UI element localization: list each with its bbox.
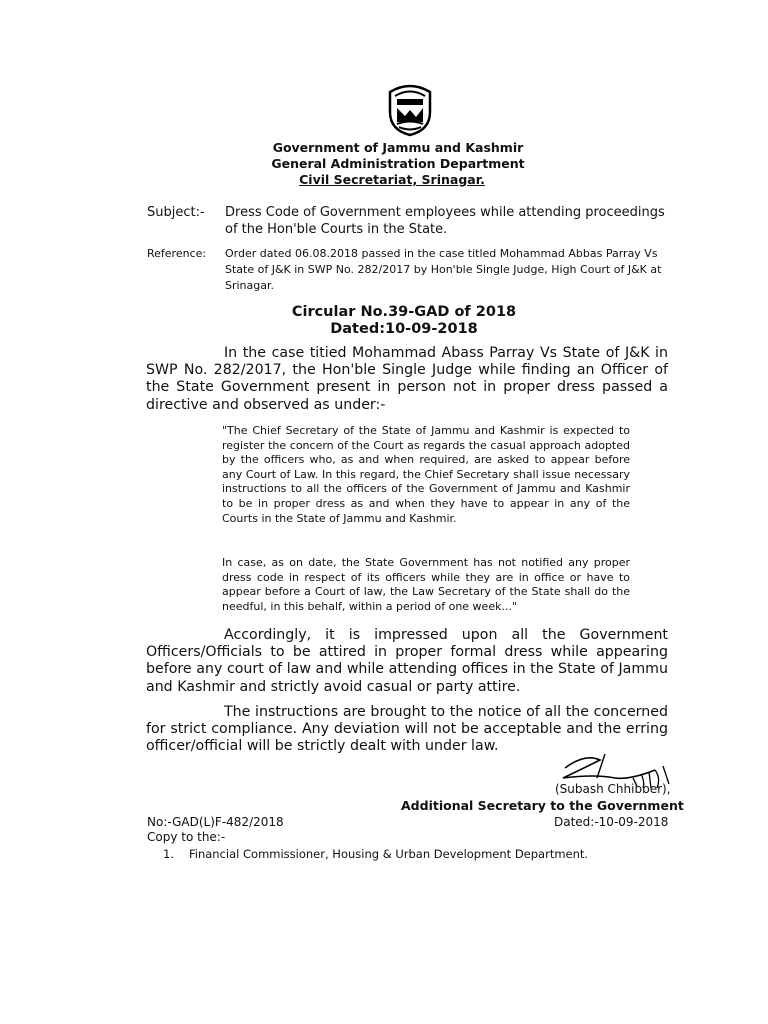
- copy-to-label: Copy to the:-: [147, 830, 226, 844]
- signatory-name: (Subash Chhibber),: [555, 782, 671, 796]
- reference-label: Reference:: [147, 247, 207, 260]
- body-paragraph-1: In the case titied Mohammad Abass Parray Vs State of J&K in SWP No. 282/2017, the Hon'ble Single Judge while finding an Officer of the State Government present in person not in proper dress passed a directive and observed as under:-: [146, 345, 668, 413]
- body-paragraph-2: Accordingly, it is impressed upon all the Government Officers/Officials to be attired in proper formal dress while appearing before any court of law and while attending offices in the State of Jammu and Kashmir and strictly avoid casual or party attire.: [146, 627, 668, 695]
- subject-label: Subject:-: [147, 205, 205, 220]
- list-item: Financial Commissioner, Housing & Urban Development Department.: [189, 847, 589, 861]
- header-government: Government of Jammu and Kashmir: [272, 140, 524, 155]
- list-item-number: 1.: [163, 847, 174, 861]
- signatory-designation: Additional Secretary to the Government: [401, 798, 684, 813]
- header-location: Civil Secretariat, Srinagar.: [299, 172, 485, 187]
- quote-paragraph-1: "The Chief Secretary of the State of Jammu and Kashmir is expected to register the concern of the Court as regards the casual approach adopted by the officers who, as and when required, are asked to appear before any Court of Law. In this regard, the Chief Secretary shall issue necessary instructions to all the officers of the Government of Jammu and Kashmir to be in proper dress as and when they have to appear in any of the Courts in the State of Jammu and Kashmir.: [222, 424, 630, 525]
- circular-date: Dated:10-09-2018: [330, 321, 478, 337]
- reference-text: Order dated 06.08.2018 passed in the case titled Mohammad Abbas Parray Vs State of J&K in SWP No. 282/2017 by Hon'ble Single Judge, High Court of J&K at Srinagar.: [225, 247, 662, 292]
- circular-number: Circular No.39-GAD of 2018: [291, 304, 517, 320]
- header-department: General Administration Department: [271, 156, 525, 171]
- footer-date: Dated:-10-09-2018: [554, 815, 669, 829]
- body-paragraph-3: The instructions are brought to the notice of all the concerned for strict compliance. Any deviation will not be acceptable and the erring officer/official will be strictly dealt with under law.: [146, 704, 668, 755]
- quote-paragraph-2: In case, as on date, the State Government has not notified any proper dress code in respect of its officers while they are in office or have to appear before a Court of law, the Law Secretary of the State shall do the needful, in this behalf, within a period of one week...": [222, 556, 630, 613]
- subject-text: Dress Code of Government employees while attending proceedings of the Hon'ble Courts in the State.: [225, 205, 665, 237]
- state-emblem-icon: [385, 82, 435, 137]
- reference-number: No:-GAD(L)F-482/2018: [147, 815, 284, 829]
